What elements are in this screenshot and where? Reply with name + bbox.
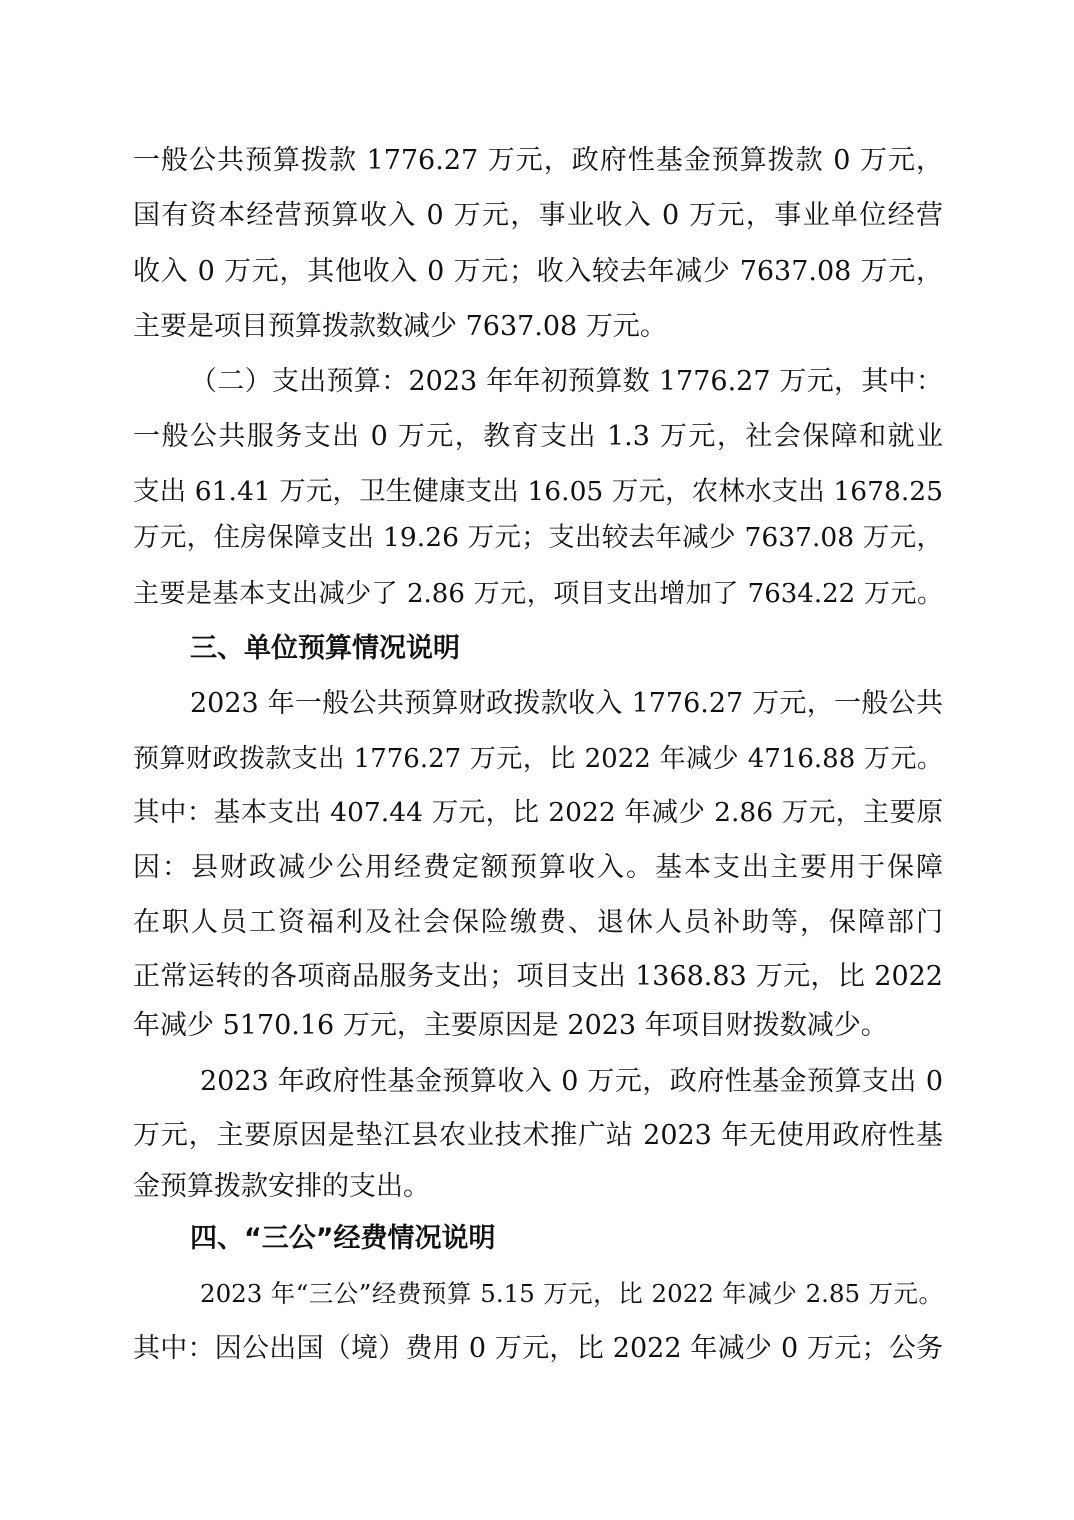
text-line: 其中：因公出国（境）费用 0 万元，比 2022 年减少 0 万元；公务 [133,1333,943,1364]
text-line: 预算财政拨款支出 1776.27 万元，比 2022 年减少 4716.88 万元。 [133,744,943,774]
text-line: 主要是项目预算拨款数减少 7637.08 万元。 [133,311,667,342]
text-line: 主要是基本支出减少了 2.86 万元，项目支出增加了 7634.22 万元。 [133,579,943,609]
text-line: 年减少 5170.16 万元，主要原因是 2023 年项目财拨数减少。 [133,1010,888,1041]
text-line: 国有资本经营预算收入 0 万元，事业收入 0 万元，事业单位经营 [133,200,943,231]
text-line: 正常运转的各项商品服务支出；项目支出 1368.83 万元，比 2022 [133,961,943,992]
text-line: 支出 61.41 万元，卫生健康支出 16.05 万元，农林水支出 1678.25 [133,476,943,507]
text-line: 万元，主要原因是垫江县农业技术推广站 2023 年无使用政府性基 [133,1120,943,1151]
text-line: （二）支出预算：2023 年年初预算数 1776.27 万元，其中： [190,366,943,397]
section-heading: 三、单位预算情况说明 [190,633,460,664]
text-line: 2023 年“三公”经费预算 5.15 万元，比 2022 年减少 2.85 万元。 [200,1279,943,1308]
text-line: 万元，住房保障支出 19.26 万元；支出较去年减少 7637.08 万元， [133,522,943,553]
text-line: 金预算拨款安排的支出。 [133,1171,430,1202]
text-line: 其中：基本支出 407.44 万元，比 2022 年减少 2.86 万元，主要原 [133,797,943,828]
text-line: 一般公共预算拨款 1776.27 万元，政府性基金预算拨款 0 万元， [133,145,943,176]
text-line: 因：县财政减少公用经费定额预算收入。基本支出主要用于保障 [133,852,943,883]
text-line: 收入 0 万元，其他收入 0 万元；收入较去年减少 7637.08 万元， [133,256,943,287]
text-line: 在职人员工资福利及社会保险缴费、退休人员补助等，保障部门 [133,907,943,938]
text-line: 2023 年一般公共预算财政拨款收入 1776.27 万元，一般公共 [190,688,943,719]
text-line: 2023 年政府性基金预算收入 0 万元，政府性基金预算支出 0 [200,1066,943,1097]
section-heading: 四、“三公”经费情况说明 [190,1223,496,1254]
text-line: 一般公共服务支出 0 万元，教育支出 1.3 万元，社会保障和就业 [133,421,943,452]
